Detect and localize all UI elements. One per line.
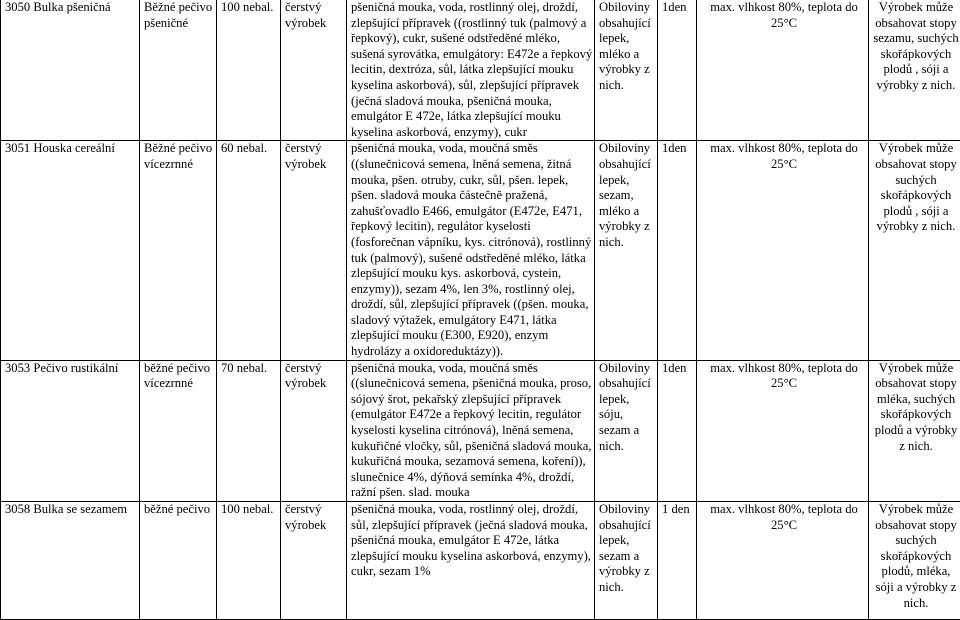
note-cell: Výrobek může obsahovat stopy mléka, suchých skořápkových plodů a výrobky z nich. bbox=[869, 360, 960, 501]
shelf-life-cell: 1den bbox=[658, 360, 697, 501]
storage-cell: max. vlhkost 80%, teplota do 25°C bbox=[697, 360, 869, 501]
storage-cell: max. vlhkost 80%, teplota do 25°C bbox=[697, 0, 869, 141]
storage-cell: max. vlhkost 80%, teplota do 25°C bbox=[697, 141, 869, 360]
allergens-cell: Obiloviny obsahující lepek, sóju, sezam a nich. bbox=[595, 360, 658, 501]
shelf-life-cell: 1den bbox=[658, 0, 697, 141]
product-code-name-cell bbox=[1, 360, 140, 501]
weight-cell: 100 nebal. bbox=[217, 502, 281, 620]
product-code-name-cell bbox=[1, 141, 140, 360]
category-cell: běžné pečivo vícezrnné bbox=[140, 360, 217, 501]
product-code-name-cell bbox=[1, 502, 140, 620]
note-cell: Výrobek může obsahovat stopy sezamu, suchých skořápkových plodů , sóji a výrobky z nich. bbox=[869, 0, 960, 141]
composition-cell: pšeničná mouka, voda, rostlinný olej, droždí, zlepšující přípravek ((rostlinný tuk (palmový a řepkový), cukr, sušené odstředěné mléko, sušená syrovátka, emulgátory: E472e a řepkový lecitin, dextróza, sůl, látka zlepšující mouku kyselina askorbová), sůl, zlepšující přípravek (ječná sladová mouka, pšeničná mouka, emulgátor E 472e, látka zlepšující mouku kyselina askorbová, enzymy), cukr bbox=[347, 0, 595, 141]
product-type-cell: čerstvý výrobek bbox=[281, 141, 347, 360]
table-row bbox=[1, 360, 960, 501]
product-name: Bulka se sezamem bbox=[33, 502, 127, 516]
allergens-cell: Obiloviny obsahující lepek, sezam a výrobky z nich. bbox=[595, 502, 658, 620]
product-code: 3053 bbox=[5, 361, 30, 375]
table-row bbox=[1, 141, 960, 360]
product-name: Bulka pšeničná bbox=[33, 0, 110, 14]
allergens-cell: Obiloviny obsahující lepek, mléko a výrobky z nich. bbox=[595, 0, 658, 141]
product-code-name-cell bbox=[1, 0, 140, 141]
weight-cell: 100 nebal. bbox=[217, 0, 281, 141]
category-cell: Běžné pečivo vícezrnné bbox=[140, 141, 217, 360]
product-type-cell: čerstvý výrobek bbox=[281, 360, 347, 501]
shelf-life-cell: 1 den bbox=[658, 502, 697, 620]
product-code: 3051 bbox=[5, 141, 30, 155]
product-name: Pečivo rustikální bbox=[33, 361, 118, 375]
product-name: Houska cereální bbox=[33, 141, 114, 155]
storage-cell: max. vlhkost 80%, teplota do 25°C bbox=[697, 502, 869, 620]
composition-cell: pšeničná mouka, voda, rostlinný olej, droždí, sůl, zlepšující přípravek (ječná sladová mouka, pšeničná mouka, emulgátor E 472e, látka zlepšující mouku kyselina askorbová, enzymy), cukr, sezam 1% bbox=[347, 502, 595, 620]
allergens-cell: Obiloviny obsahující lepek, sezam, mléko a výrobky z nich. bbox=[595, 141, 658, 360]
table-row bbox=[1, 502, 960, 620]
product-code: 3050 bbox=[5, 0, 30, 14]
product-code: 3058 bbox=[5, 502, 30, 516]
category-cell: Běžné pečivo pšeničné bbox=[140, 0, 217, 141]
weight-cell: 60 nebal. bbox=[217, 141, 281, 360]
product-type-cell: čerstvý výrobek bbox=[281, 0, 347, 141]
note-cell: Výrobek může obsahovat stopy suchých skořápkových plodů, mléka, sóji a výrobky z nich. bbox=[869, 502, 960, 620]
composition-cell: pšeničná mouka, voda, moučná směs ((slunečnicová semena, pšeničná mouka, proso, sójový šrot, pekařský zlepšující přípravek (emulgátor E472e a řepkový lecitin, regulátor kyselosti kyselina citrónová), lněná semena, kukuřičné vločky, sůl, pšeničná sladová mouka, kukuřičná mouka, sezamová semena, koření)), slunečnice 4%, dýňová semínka 4%, droždí, ražní pšen. slad. mouka bbox=[347, 360, 595, 501]
category-cell: běžné pečivo bbox=[140, 502, 217, 620]
composition-cell: pšeničná mouka, voda, moučná směs ((slunečnicová semena, lněná semena, žitná mouka, pšen. otruby, cukr, sůl, pšen. lepek, pšen. sladová mouka částečně pražená, zahušťovadlo E466, emulgátor (E472e, E471, řepkový lecitin), regulátor kyselosti (fosforečnan vápníku, kys. citrónová), rostlinný tuk (palmový), sušené odstředěné mléko, látka zlepšující mouku kys. askorbová, cystein, enzymy)), sezam 4%, len 3%, rostlinný olej, droždí, sůl, zlepšující přípravek ((pšen. mouka, sladový výtažek, emulgátory E471, látka zlepšující mouku (E300, E920), enzym hydrolázy a oxidoreduktázy)). bbox=[347, 141, 595, 360]
table-row bbox=[1, 0, 960, 141]
shelf-life-cell: 1den bbox=[658, 141, 697, 360]
note-cell: Výrobek může obsahovat stopy suchých skořápkových plodů , sóji a výrobky z nich. bbox=[869, 141, 960, 360]
product-type-cell: čerstvý výrobek bbox=[281, 502, 347, 620]
weight-cell: 70 nebal. bbox=[217, 360, 281, 501]
